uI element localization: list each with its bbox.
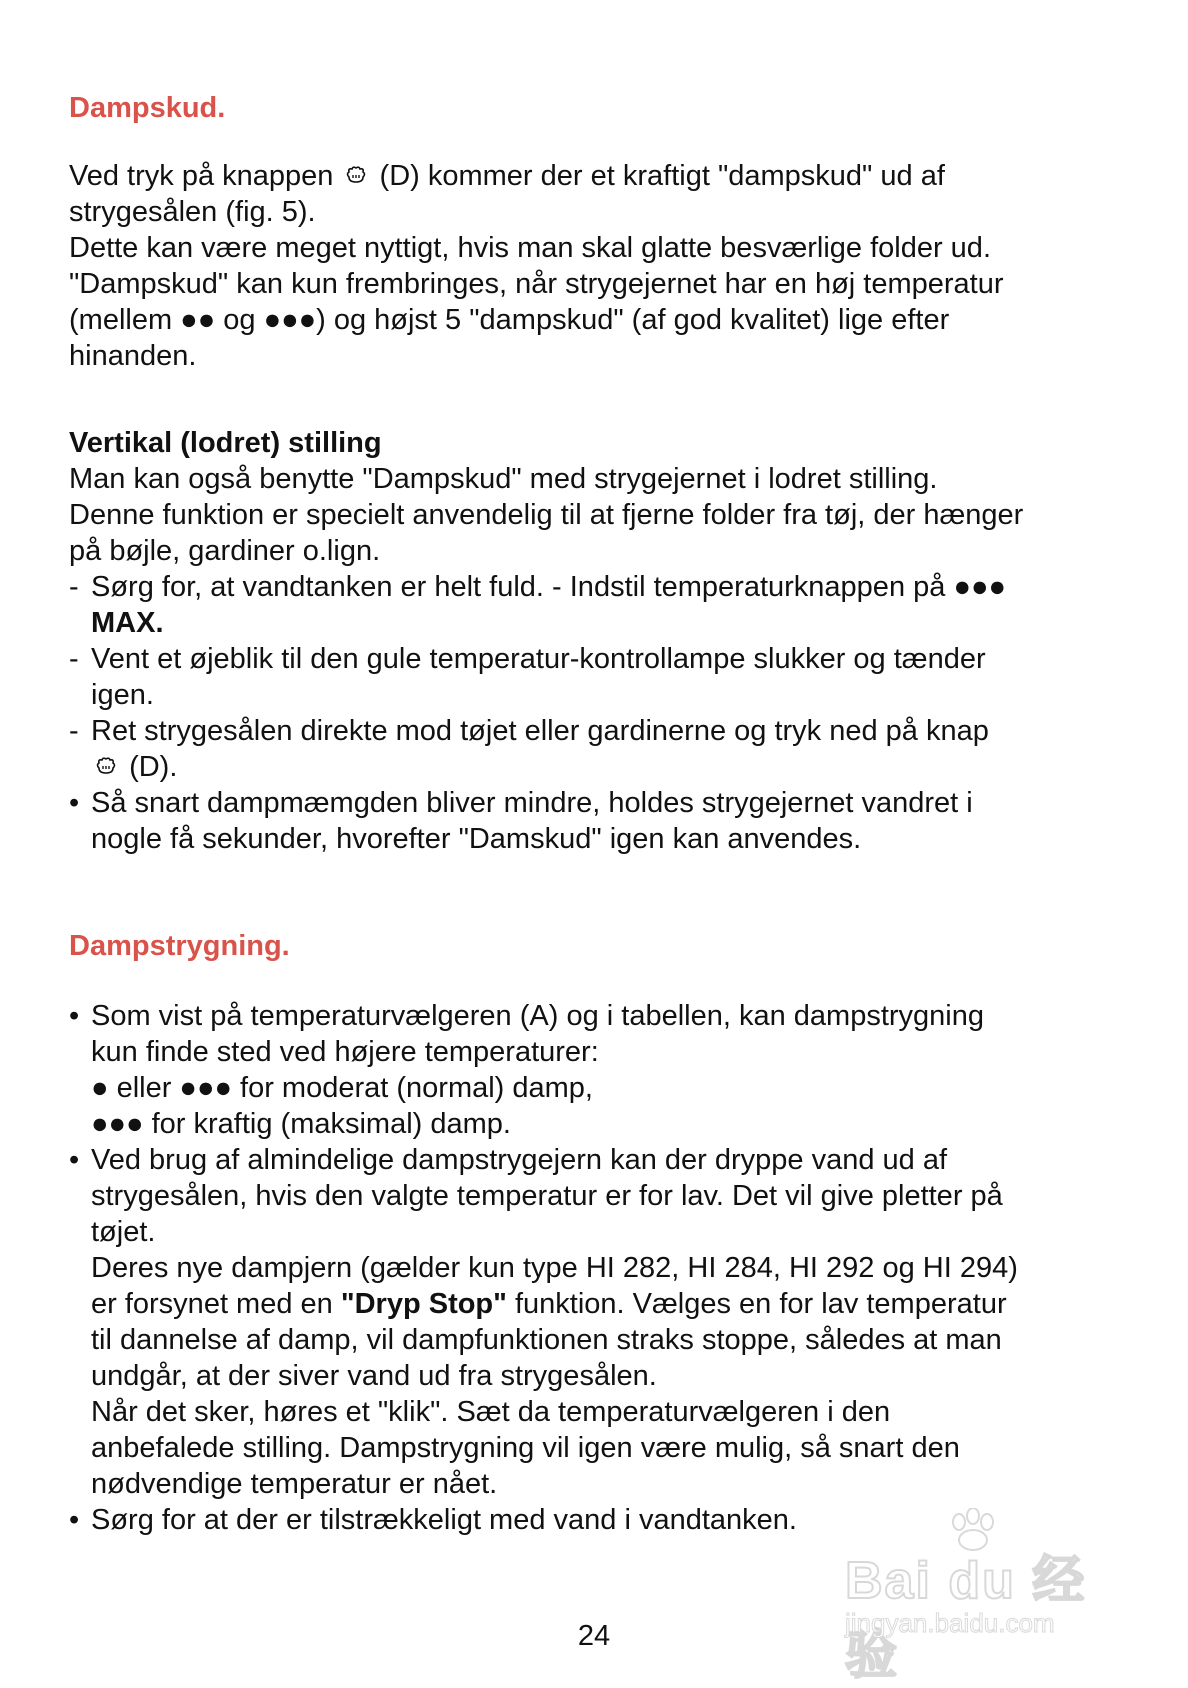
- text-span: Ved tryk på knappen: [69, 160, 334, 192]
- text-span: (D) kommer der et kraftigt "dampskud" ud af: [379, 160, 945, 192]
- list-item-line: tøjet.: [91, 1216, 156, 1248]
- list-item: [69, 1142, 1139, 1502]
- list-item: [69, 713, 1139, 785]
- list-item-line: strygesålen, hvis den valgte temperatur er for lav. Det vil give pletter på: [91, 1180, 1003, 1212]
- list-item-line: Ved brug af almindelige dampstrygejern kan der dryppe vand ud af: [91, 1144, 948, 1176]
- list-item-line: [91, 749, 1139, 785]
- text-span: (D).: [129, 751, 178, 783]
- list-item: [69, 785, 1139, 857]
- section-vertikal: [69, 425, 1139, 857]
- text-span: er forsynet med en: [91, 1288, 341, 1320]
- dash-mark: -: [69, 643, 79, 675]
- list-item-line: Deres nye dampjern (gælder kun type HI 282, HI 284, HI 292 og HI 294): [91, 1252, 1018, 1284]
- list-item-line: anbefalede stilling. Dampstrygning vil igen være mulig, så snart den: [91, 1432, 960, 1464]
- paragraph-line: "Dampskud" kan kun frembringes, når strygejernet har en høj temperatur: [69, 268, 1004, 300]
- paragraph-line: på bøjle, gardiner o.lign.: [69, 535, 381, 567]
- heading-dampstrygning: Dampstrygning.: [69, 930, 290, 962]
- list-item-line: til dannelse af damp, vil dampfunktionen straks stoppe, således at man: [91, 1324, 1002, 1356]
- bullet-mark: •: [69, 1144, 80, 1176]
- heading-dampskud: Dampskud.: [69, 92, 226, 124]
- list-item-line: Som vist på temperaturvælgeren (A) og i tabellen, kan dampstrygning: [91, 1000, 984, 1032]
- paragraph-line: hinanden.: [69, 340, 197, 372]
- bullet-mark: •: [69, 787, 80, 819]
- section-dampstrygning-body: [69, 998, 1139, 1538]
- watermark-brand: Bai du 经验: [845, 1552, 1087, 1685]
- dryp-stop-emphasis: "Dryp Stop": [340, 1288, 507, 1320]
- list-item-line: ●●● for kraftig (maksimal) damp.: [91, 1108, 511, 1140]
- list-item: [69, 641, 1139, 713]
- list-item: [69, 569, 1139, 641]
- list-item-line: Ret strygesålen direkte mod tøjet eller gardinerne og tryk ned på knap: [91, 715, 989, 747]
- list-item-line: Så snart dampmæmgden bliver mindre, holdes strygejernet vandret i: [91, 787, 973, 819]
- steam-shot-icon: [91, 749, 121, 785]
- paragraph-line: (mellem ●● og ●●●) og højst 5 "dampskud" (af god kvalitet) lige efter: [69, 304, 950, 336]
- list-item-line: Sørg for, at vandtanken er helt fuld. - Indstil temperaturknappen på ●●●: [91, 571, 1006, 603]
- list-item-line: Sørg for at der er tilstrækkeligt med vand i vandtanken.: [91, 1504, 797, 1536]
- bullet-mark: •: [69, 1000, 80, 1032]
- list-item-line: ● eller ●●● for moderat (normal) damp,: [91, 1072, 593, 1104]
- text-span: funktion. Vælges en for lav temperatur: [506, 1288, 1007, 1320]
- list-item-line: [91, 1286, 1139, 1322]
- page-number: 24: [577, 1620, 611, 1652]
- heading-vertikal: Vertikal (lodret) stilling: [69, 427, 382, 459]
- dash-mark: -: [69, 715, 79, 747]
- section-dampskud-body: [69, 158, 1139, 374]
- list-item-line: Vent et øjeblik til den gule temperatur-kontrollampe slukker og tænder: [91, 643, 986, 675]
- list-item-line: kun finde sted ved højere temperaturer:: [91, 1036, 599, 1068]
- dash-mark: -: [69, 571, 79, 603]
- watermark-url: jingyan.baidu.com: [845, 1608, 1055, 1638]
- list-item-line: nødvendige temperatur er nået.: [91, 1468, 498, 1500]
- list-item-line: nogle få sekunder, hvorefter "Damskud" igen kan anvendes.: [91, 823, 862, 855]
- watermark: [845, 1508, 1135, 1685]
- steam-shot-icon: [341, 158, 371, 194]
- paragraph-line: Man kan også benytte "Dampskud" med strygejernet i lodret stilling.: [69, 463, 938, 495]
- bullet-mark: •: [69, 1504, 80, 1536]
- list-item-line: undgår, at der siver vand ud fra strygesålen.: [91, 1360, 657, 1392]
- list-item: [69, 998, 1139, 1142]
- list-item-line: igen.: [91, 679, 154, 711]
- paragraph-line: [69, 158, 1139, 194]
- paragraph-line: strygesålen (fig. 5).: [69, 196, 316, 228]
- list-item-line: Når det sker, høres et "klik". Sæt da temperaturvælgeren i den: [91, 1396, 891, 1428]
- paragraph-line: Dette kan være meget nyttigt, hvis man skal glatte besværlige folder ud.: [69, 232, 991, 264]
- list-item-line: MAX.: [91, 607, 164, 639]
- paragraph-line: Denne funktion er specielt anvendelig til at fjerne folder fra tøj, der hænger: [69, 499, 1024, 531]
